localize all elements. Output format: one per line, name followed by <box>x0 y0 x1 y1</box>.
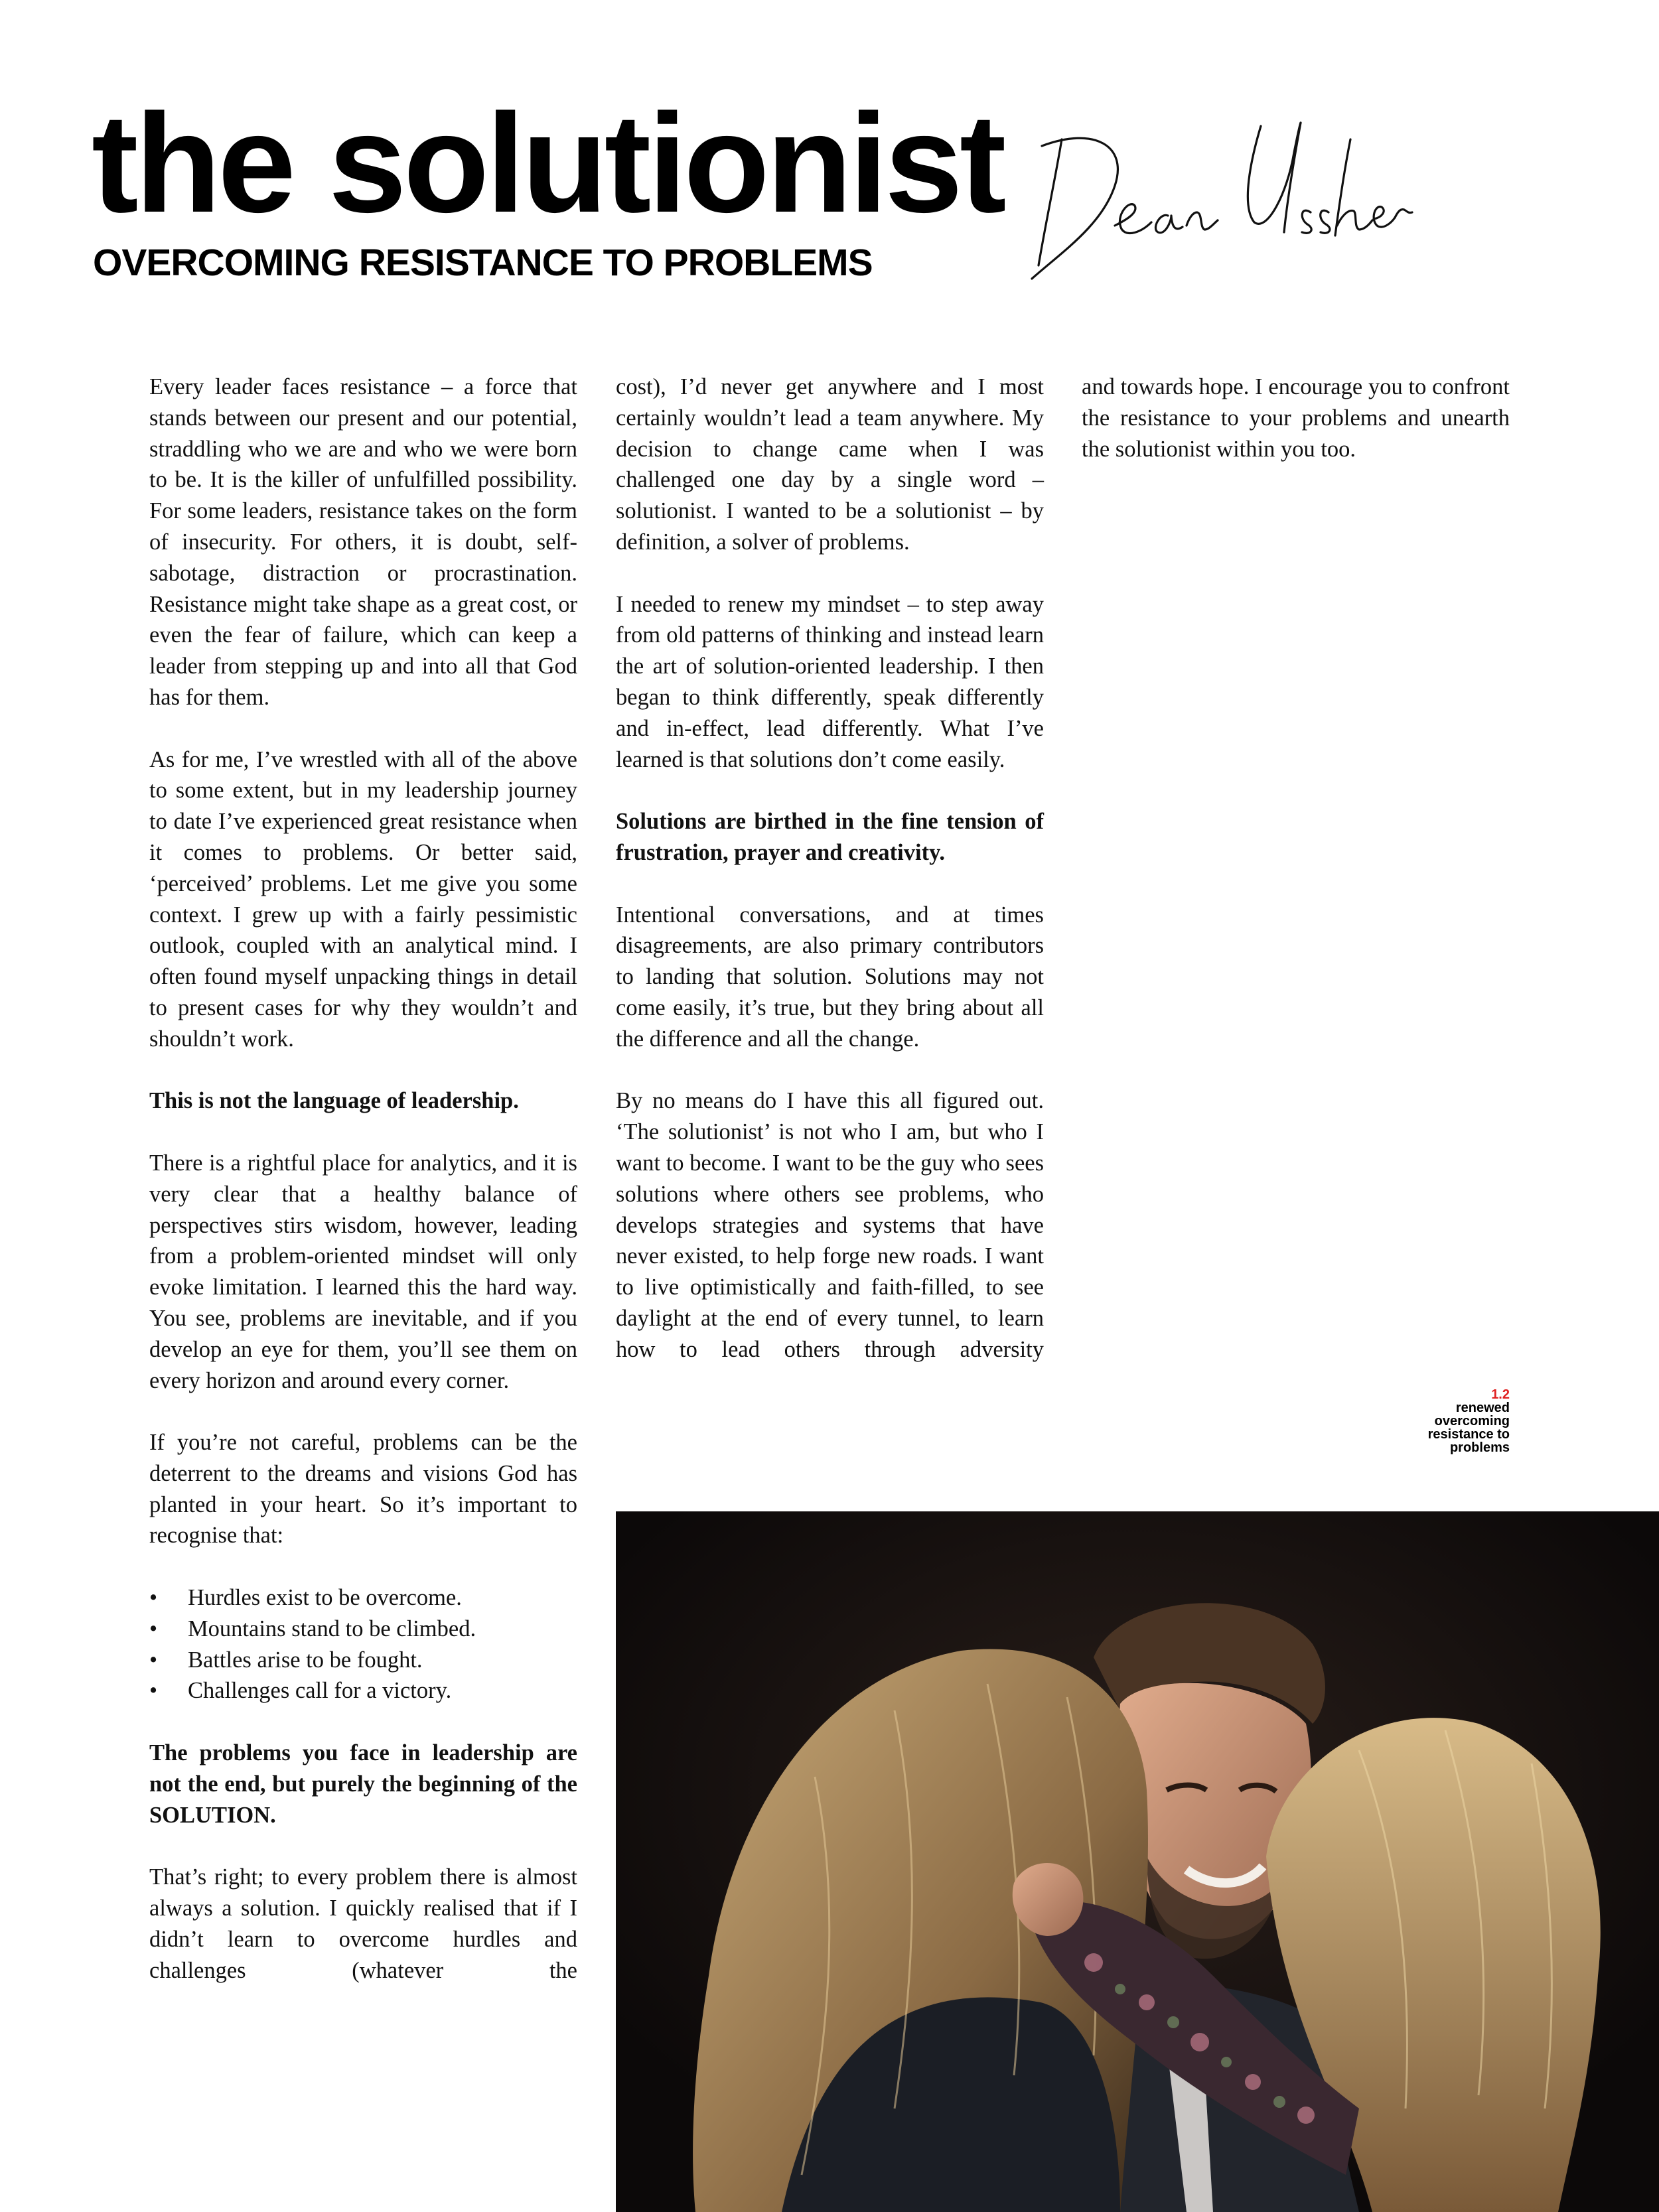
author-signature <box>1015 100 1413 299</box>
list-item: • Challenges call for a victory. <box>149 1675 577 1706</box>
paragraph: As for me, I’ve wrestled with all of the above to some extent, but in my leadership journey to date I’ve experienced great resistance when it comes to problems. Or better said, ‘perceived’ problems. Let me give you some context. I grew up with a fairly pessimistic outlook, coupled with an analytical mind. I often found myself unpacking things in detail to present cases for why they wouldn’t and shouldn’t work. <box>149 746 577 1052</box>
photo-embrace-icon <box>616 1511 1659 2212</box>
paragraph: By no means do I have this all figured out. ‘The solutionist’ is not who I am, but who I want to become. I want to be the guy who sees solutions where others see problems, who develops strategies and systems that have never existed, to help forge new roads. I want to live optimistically and faith-filled, to see daylight at the end of every tunnel, to learn how to lead others through adversity <box>616 1088 1044 1362</box>
paragraph: I needed to renew my mindset – to step away from old patterns of thinking and instead learn the art of solution-oriented leadership. I then began to think differently, speak differently and in-effect, lead differently. What I’ve learned is that solutions don’t come easily. <box>616 591 1044 772</box>
article-column-3 <box>1082 372 1510 496</box>
page-subtitle: OVERCOMING RESISTANCE TO PROBLEMS <box>93 242 873 284</box>
paragraph: and towards hope. I encourage you to confront the resistance to your problems and unearth the solutionist within you too. <box>1082 374 1510 462</box>
paragraph: That’s right; to every problem there is almost always a solution. I quickly realised that if I didn’t learn to overcome hurdles and challenges (whatever the <box>149 1864 577 1983</box>
section-label: resistance to <box>1427 1427 1510 1442</box>
bullet-list <box>149 1582 577 1706</box>
paragraph: If you’re not careful, problems can be the deterrent to the dreams and visions God has planted in your heart. So it’s important to recognise that: <box>149 1430 577 1549</box>
paragraph: Every leader faces resistance – a force that stands between our present and our potential, straddling who we are and who we were born to be. It is the killer of unfulfilled possibility. For some leaders, resistance takes on the form of insecurity. For others, it is doubt, self-sabotage, distraction or procrastination. Resistance might take shape as a great cost, or even the fear of failure, which can keep a leader from stepping up and into all that God has for them. <box>149 374 577 710</box>
section-label: problems <box>1449 1440 1510 1455</box>
section-tag <box>1428 1388 1510 1454</box>
pull-statement <box>149 1738 577 1831</box>
pull-statement <box>616 806 1044 868</box>
section-label: renewed <box>1455 1401 1510 1415</box>
bold-text: This is not the language of leadership. <box>149 1088 519 1114</box>
pull-statement <box>149 1085 577 1117</box>
article-column-2 <box>616 372 1044 1396</box>
section-number: 1.2 <box>1491 1387 1510 1402</box>
article-column-1 <box>149 372 577 2017</box>
bold-text: Solutions are birthed in the fine tension of frustration, prayer and creativity. <box>616 809 1044 865</box>
page-title: the solutionist <box>92 84 1003 242</box>
list-item: • Hurdles exist to be overcome. <box>149 1582 577 1614</box>
bold-text: The problems you face in leadership are not the end, but purely the beginning of the SOLUTION. <box>149 1740 577 1828</box>
paragraph: cost), I’d never get anywhere and I most certainly wouldn’t lead a team anywhere. My decision to change came when I was challenged one day by a single word – solutionist. I wanted to be a solutionist – by definition, a solver of problems. <box>616 374 1044 555</box>
list-item: • Battles arise to be fought. <box>149 1645 577 1676</box>
paragraph: Intentional conversations, and at times disagreements, are also primary contributors to landing that solution. Solutions may not come easily, it’s true, but they bring about all the difference and all the change. <box>616 902 1044 1052</box>
paragraph: There is a rightful place for analytics, and it is very clear that a healthy balance of perspectives stirs wisdom, however, leading from a problem-oriented mindset will only evoke limitation. I learned this the hard way. You see, problems are inevitable, and if you develop an eye for them, you’ll see them on every horizon and around every corner. <box>149 1150 577 1393</box>
list-item: • Mountains stand to be climbed. <box>149 1614 577 1645</box>
article-photo <box>616 1511 1659 2212</box>
section-label: overcoming <box>1434 1414 1510 1428</box>
